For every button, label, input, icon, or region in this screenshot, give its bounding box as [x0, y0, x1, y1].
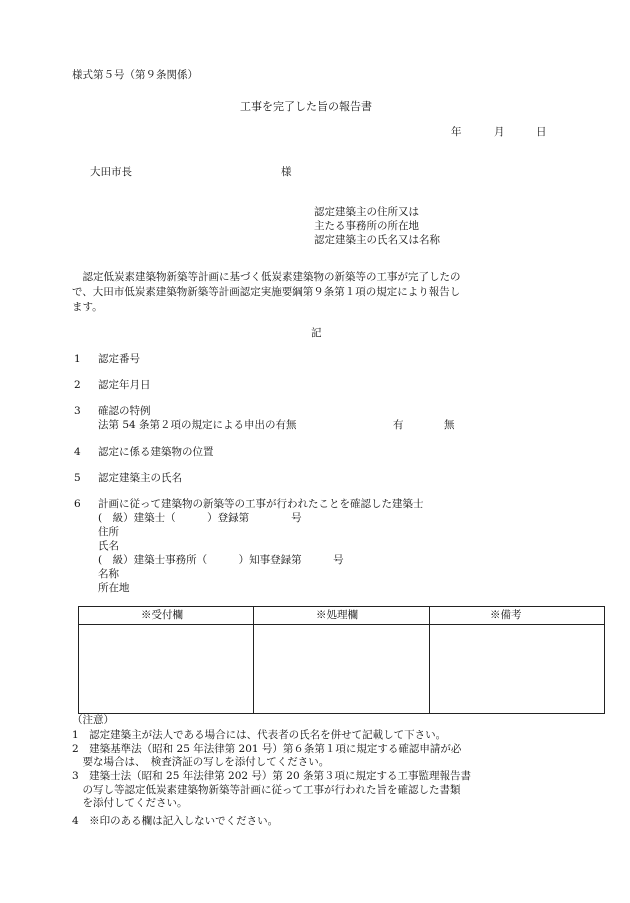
item-sub-label: 法第 54 条第２項の規定による申出の有無: [98, 419, 297, 431]
applicant-address-label: 認定建築主の住所又は: [314, 206, 419, 218]
architect-name-label: 氏名: [98, 540, 119, 552]
note-line: の写し等認定低炭素建築物新築等計画に従って工事が行われた旨を確認した書類: [72, 784, 461, 796]
item-number: 2: [74, 379, 81, 391]
item-number: 5: [74, 472, 81, 484]
office-location-label: 所在地: [98, 582, 130, 594]
office-use-table: [78, 606, 605, 714]
body-text-line: ます。: [72, 301, 103, 313]
item-label: 計画に従って建築物の新築等の工事が行われたことを確認した建築士: [98, 498, 424, 510]
item-label: 認定年月日: [98, 379, 151, 391]
body-text-line: で、大田市低炭素建築物新築等計画認定実施要綱第９条第１項の規定により報告し: [72, 286, 461, 298]
item-label: 確認の特例: [98, 405, 151, 417]
remarks-column-header: ※備考: [490, 609, 522, 621]
table-divider: [429, 607, 430, 713]
item-label: 認定番号: [98, 353, 140, 365]
ki-heading: 記: [311, 327, 322, 339]
office-name-label: 名称: [98, 568, 119, 580]
item-number: 6: [74, 498, 81, 510]
applicant-office-label: 主たる事務所の所在地: [314, 220, 419, 232]
item-number: 4: [74, 446, 81, 458]
notes-heading: （注意）: [72, 714, 114, 726]
body-text-line: 認定低炭素建築物新築等計画に基づく低炭素建築物の新築等の工事が完了したの: [72, 271, 461, 283]
architect-address-label: 住所: [98, 526, 119, 538]
reception-column-header: ※受付欄: [141, 609, 183, 621]
architect-registration: ( 級）建築士（ ）登録第 号: [98, 512, 302, 524]
note-line: 1 認定建築主が法人である場合には、代表者の氏名を併せて記載して下さい。: [72, 729, 447, 741]
note-line: 3 建築士法（昭和 25 年法律第 202 号）第 20 条第３項に規定する工事監理報告書: [72, 770, 471, 782]
item-label: 認定建築主の氏名: [98, 472, 182, 484]
note-line: を添付してください。: [72, 797, 188, 809]
table-divider: [253, 607, 254, 713]
addressee-name: 大田市長: [90, 166, 132, 178]
option-yes: 有: [393, 419, 404, 431]
processing-column-header: ※処理欄: [316, 609, 358, 621]
note-line: 要な場合は、 検査済証の写しを添付してください。: [72, 756, 330, 768]
form-number: 様式第５号（第９条関係）: [72, 69, 198, 81]
date-month: 月: [494, 126, 505, 138]
item-number: 1: [74, 353, 81, 365]
item-label: 認定に係る建築物の位置: [98, 446, 214, 458]
date-day: 日: [536, 126, 547, 138]
addressee-suffix: 様: [281, 166, 292, 178]
item-number: 3: [74, 405, 81, 417]
note-line: 2 建築基準法（昭和 25 年法律第 201 号）第６条第１項に規定する確認申請が必: [72, 743, 462, 755]
document-title: 工事を完了した旨の報告書: [240, 100, 372, 113]
date-year: 年: [451, 126, 462, 138]
option-no: 無: [444, 419, 455, 431]
note-line: 4 ※印のある欄は記入しないでください。: [72, 815, 279, 827]
applicant-name-label: 認定建築主の氏名又は名称: [314, 234, 440, 246]
office-registration: ( 級）建築士事務所（ ）知事登録第 号: [98, 554, 344, 566]
